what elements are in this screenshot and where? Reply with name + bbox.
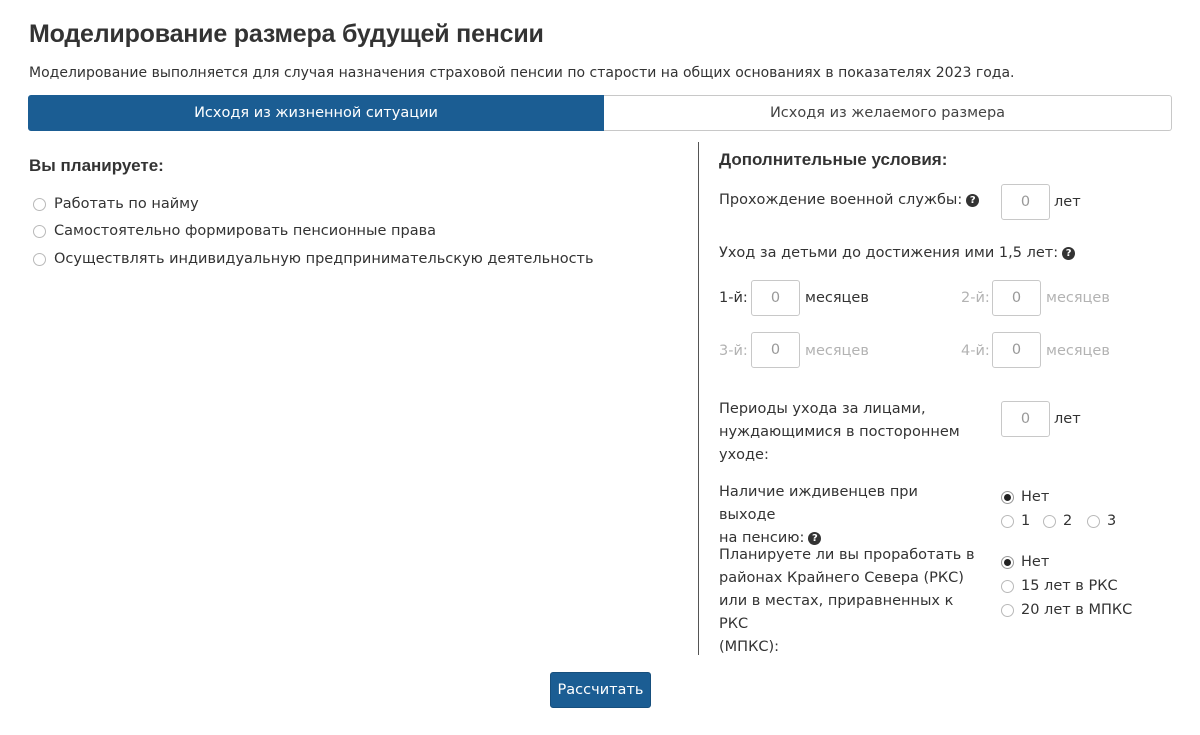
column-divider — [698, 142, 699, 655]
north-option-20-mpks[interactable] — [1001, 602, 1132, 618]
military-label — [719, 189, 979, 212]
dependents-option-label: Нет — [1021, 489, 1050, 505]
dependents-option-none[interactable] — [1001, 489, 1049, 505]
question-circle-icon[interactable]: ? — [808, 532, 821, 545]
north-label-line: районах Крайнего Севера (РКС) — [719, 570, 964, 586]
military-unit: лет — [1054, 194, 1081, 210]
military-years-input[interactable] — [1001, 184, 1050, 220]
radio-button[interactable] — [33, 198, 46, 211]
child-3-label: 3-й: — [719, 343, 748, 359]
radio-button[interactable] — [33, 253, 46, 266]
dependents-label-line: Наличие иждивенцев при выходе — [719, 484, 918, 523]
care-years-input[interactable] — [1001, 401, 1050, 437]
plan-option-entrepreneur[interactable] — [33, 251, 594, 267]
dependents-option-label: 3 — [1107, 513, 1117, 529]
north-label-line: Планируете ли вы проработать в — [719, 547, 975, 563]
plan-heading: Вы планируете: — [29, 156, 164, 175]
page-subtitle: Моделирование выполняется для случая назначения страховой пенсии по старости на общих основаниях в показателях 2023 года. — [29, 65, 1015, 81]
dependents-option-label: 2 — [1063, 513, 1073, 529]
child-2-unit: месяцев — [1046, 290, 1110, 306]
dependents-label — [719, 481, 969, 550]
plan-option-label: Самостоятельно формировать пенсионные права — [54, 223, 437, 239]
mode-tabs — [28, 95, 1172, 131]
page-title: Моделирование размера будущей пенсии — [29, 20, 544, 48]
care-unit: лет — [1054, 411, 1081, 427]
child-3-months-input[interactable] — [751, 332, 800, 368]
plan-option-label: Осуществлять индивидуальную предпринимательскую деятельность — [54, 251, 594, 267]
north-option-label: 15 лет в РКС — [1021, 578, 1118, 594]
tab-desired-amount[interactable]: Исходя из желаемого размера — [604, 95, 1172, 131]
care-label-line: уходе: — [719, 447, 769, 463]
extra-heading: Дополнительные условия: — [719, 150, 948, 169]
child-4-label: 4-й: — [961, 343, 990, 359]
child-1-months-input[interactable] — [751, 280, 800, 316]
calculate-button[interactable]: Рассчитать — [550, 672, 651, 708]
military-label-text: Прохождение военной службы: — [719, 192, 963, 208]
north-option-label: Нет — [1021, 554, 1050, 570]
north-label — [719, 544, 979, 659]
plan-option-self-form[interactable] — [33, 223, 436, 239]
north-option-label: 20 лет в МПКС — [1021, 602, 1133, 618]
north-label-line: (МПКС): — [719, 639, 780, 655]
child-1-label: 1-й: — [719, 290, 748, 306]
radio-button[interactable] — [1001, 491, 1014, 504]
dependents-option-label: 1 — [1021, 513, 1031, 529]
question-circle-icon[interactable]: ? — [966, 194, 979, 207]
tab-life-situation[interactable]: Исходя из жизненной ситуации — [28, 95, 604, 131]
care-label — [719, 398, 969, 467]
plan-option-label: Работать по найму — [54, 196, 199, 212]
north-option-15-rks[interactable] — [1001, 578, 1118, 594]
care-label-line: Периоды ухода за лицами, — [719, 401, 926, 417]
child-2-label: 2-й: — [961, 290, 990, 306]
radio-button[interactable] — [1001, 604, 1014, 617]
dependents-option-1[interactable] — [1001, 513, 1030, 529]
plan-option-employment[interactable] — [33, 196, 199, 212]
childcare-label — [719, 242, 1075, 265]
north-label-line: или в местах, приравненных к РКС — [719, 593, 954, 632]
dependents-label-line-text: на пенсию: — [719, 530, 805, 546]
radio-button[interactable] — [1087, 515, 1100, 528]
childcare-label-text: Уход за детьми до достижения ими 1,5 лет: — [719, 245, 1059, 261]
radio-button[interactable] — [33, 225, 46, 238]
dependents-option-3[interactable] — [1087, 513, 1116, 529]
radio-button[interactable] — [1043, 515, 1056, 528]
radio-button[interactable] — [1001, 580, 1014, 593]
child-1-unit: месяцев — [805, 290, 869, 306]
dependents-option-2[interactable] — [1043, 513, 1072, 529]
child-3-unit: месяцев — [805, 343, 869, 359]
north-option-none[interactable] — [1001, 554, 1049, 570]
radio-button[interactable] — [1001, 515, 1014, 528]
child-4-unit: месяцев — [1046, 343, 1110, 359]
question-circle-icon[interactable]: ? — [1062, 247, 1075, 260]
child-4-months-input[interactable] — [992, 332, 1041, 368]
child-2-months-input[interactable] — [992, 280, 1041, 316]
care-label-line: нуждающимися в постороннем — [719, 424, 960, 440]
radio-button[interactable] — [1001, 556, 1014, 569]
